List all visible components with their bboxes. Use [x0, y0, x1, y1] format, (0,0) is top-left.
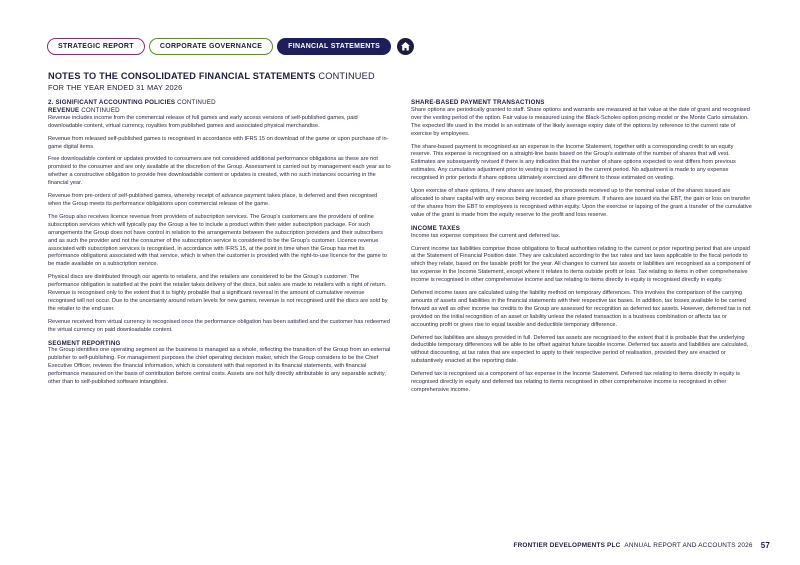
page-title [48, 71, 375, 81]
nav-corporate-governance[interactable]: CORPORATE GOVERNANCE [149, 38, 273, 55]
paragraph: The share-based payment is recognised as an expense in the Income Statement, together with a corresponding credit to an equity reserve. This expense is recognised on a straight-line basis based on the Group's estimate of the number of shares that will vest. Estimates are subsequently revised if there is any indication that the number of share options expected to vest differs from previous estimates. Any cumulative adjustment prior to vesting is recognised in the current period. No adjustment is made to any expense recognised in prior periods if share options ultimately exercised are different to those estimated on vesting. [411, 143, 736, 182]
paragraph: Income tax expense comprises the current and deferred tax. [411, 232, 561, 239]
revenue-heading-main: REVENUE [48, 106, 80, 114]
section-heading-main: 2. SIGNIFICANT ACCOUNTING POLICIES [48, 99, 176, 106]
share-based-heading: SHARE-BASED PAYMENT TRANSACTIONS [411, 99, 545, 106]
right-column [411, 99, 754, 400]
home-button[interactable] [397, 38, 414, 55]
paragraph: Revenue from pre-orders of self-published games, whereby receipt of advance payment takes place, is deferred and then recognised when the Group meets its performance obligations upon commercial release of the game. [48, 193, 378, 207]
nav-strategic-report[interactable]: STRATEGIC REPORT [47, 38, 145, 55]
paragraph: Physical discs are distributed through our agents to retailers, and the retailers are considered to be the Group's customer. The performance obligation is satisfied at the point the retailer takes delivery of the discs, but sales are made to retailers with a right of return. Revenue is recognised only to the extent that it is highly probable that a significant reversal in the amount of cumulative revenue recognised will not occur. Due to the uncertainty around return levels for new games, revenue is not recognised until the discs are sold by the retailer to the end user. [48, 274, 388, 312]
paragraph: Revenue includes income from the commercial release of full games and early access versions of self-published games, paid downloadable content, virtual currency, royalties from published games and associated physical merchandise. [48, 114, 358, 129]
section-heading-continued: CONTINUED [175, 99, 216, 106]
income-taxes-heading: INCOME TAXES [411, 224, 461, 232]
footer-company: FRONTIER DEVELOPMENTS PLC [513, 542, 621, 549]
paragraph: Free downloadable content or updates provided to consumers are not considered additional performance obligations as these are not promised to the consumer and are only available at the discretion of the Group. Assessment is carried out by management each year as to whether a constructive obligation to provide free downloadable content or updates is created, with no such instances occurring in the financial year. [48, 156, 391, 187]
revenue-heading-continued: CONTINUED [79, 106, 120, 114]
segment-heading: SEGMENT REPORTING [48, 339, 121, 347]
page-title-continued: CONTINUED [315, 71, 375, 81]
page-number: 57 [760, 541, 770, 550]
paragraph: Deferred tax liabilities are always provided in full. Deferred tax assets are recognised to the extent that it is probable that the underlying deductible temporary differences will be able to be offset against future taxable income. Deferred tax assets and liabilities are calculated, without discounting, at tax rates that are expected to apply to their respective period of realisation, provided they are enacted or substantively enacted at the reporting date. [411, 334, 749, 365]
paragraph: Upon exercise of share options, if new shares are issued, the proceeds received up to the nominal value of the shares issued are allocated to share capital with any excess being recorded as share premium. If shares are issued via the EBT, the gain or loss on transfer of the shares from the EBT to employees is recognised within equity. Upon the exercise or lapsing of the grant a transfer of the cumulative value of the grant is made from the equity reserve to the profit and loss reserve. [411, 188, 752, 218]
footer-report: ANNUAL REPORT AND ACCOUNTS 2026 [624, 542, 753, 549]
paragraph: Revenue received from virtual currency is recognised once the performance obligation has been satisfied and the customer has redeemed the virtual currency on paid downloadable content. [48, 318, 391, 333]
paragraph: Deferred tax is recognised as a component of tax expense in the Income Statement. Deferred tax relating to items directly in equity is recognised directly in equity and deferred tax relating to items recognised in other comprehensive income is recognised in other comprehensive income. [411, 371, 740, 393]
paragraph: Revenue from released self-published games is recognised in accordance with IFRS 15 on download of the game or upon purchase of in-game digital items. [48, 135, 389, 150]
paragraph: The Group also receives licence revenue from providers of subscription services. The Group's customers are the providers of online subscription services which will typically pay the Group a fee to include a product within their wider subscription package. For such arrangements the Group does not have control in relation to the arrangements between the subscription providers and their subscribers and as such the provider and not the consumer of the subscription service is considered to be the Group's customer. Licence revenue associated with subscription services is recognised, in accordance with IFRS 15, at the point in time when the Group has met its performance obligations associated with that service, which is when the customer is provided with the right-to-use licence for the game to be made available on a subscription service. [48, 213, 387, 268]
paragraph: Share options are periodically granted to staff. Share options and warrants are measured at fair value at the date of grant and recognised over the vesting period of the option. Fair value is measured using the Black-Scholes option pricing model or the Monte Carlo simulation. The expected life used in the model is an estimate of the likely average expiry date of the options by reference to the current rate of exercise by employees. [411, 106, 750, 137]
section-nav [47, 38, 414, 55]
revenue-heading [48, 107, 391, 115]
paragraph: Deferred income taxes are calculated using the liability method on temporary differences. This involves the comparison of the carrying amounts of assets and liabilities in the financial statements with their respective tax bases. In addition, tax losses available to be carried forward as well as other income tax credits to the Group are assessed for recognition as deferred tax assets. However, deferred tax is not provided on the initial recognition of an asset or liability unless the related transaction is a business combination or affects tax or accounting profit or gives rise to equal taxable and deductible temporary difference. [411, 290, 751, 328]
home-icon [400, 41, 411, 52]
page-subtitle: FOR THE YEAR ENDED 31 MAY 2026 [48, 83, 183, 92]
paragraph: The Group identifies one operating segment as the business is managed as a whole, reflecting the transition of the Group from an external publisher to self-publishing. For management purposes the chief operating decision maker, which the Group considers to be the Chief Executive Officer, reviews the financial information, which is consistent with that reported in its financial statements, with financial performance measured on the basis of contribution before central costs. Assets are not fully directly attributable to any separable activity, other than to self-published software intangibles. [48, 347, 391, 386]
paragraph: Current income tax liabilities comprise those obligations to fiscal authorities relating to the current or prior reporting period that are unpaid at the Statement of Financial Position date. They are calculated according to the tax rates and tax laws applicable to the fiscal periods to which they relate, based on the taxable profit for the year. All changes to current tax assets or liabilities are recognised as a component of tax expense in the Income Statement, except where it relates to items outside profit or loss. Tax relating to items in other comprehensive income is recognised in other comprehensive income and tax relating to items directly in equity is recognised directly in equity. [411, 245, 751, 284]
left-column [48, 99, 391, 392]
section-heading [48, 99, 391, 107]
nav-financial-statements[interactable]: FINANCIAL STATEMENTS [277, 38, 391, 55]
page-footer [514, 541, 770, 550]
page-title-main: NOTES TO THE CONSOLIDATED FINANCIAL STATEMENTS [48, 71, 316, 81]
